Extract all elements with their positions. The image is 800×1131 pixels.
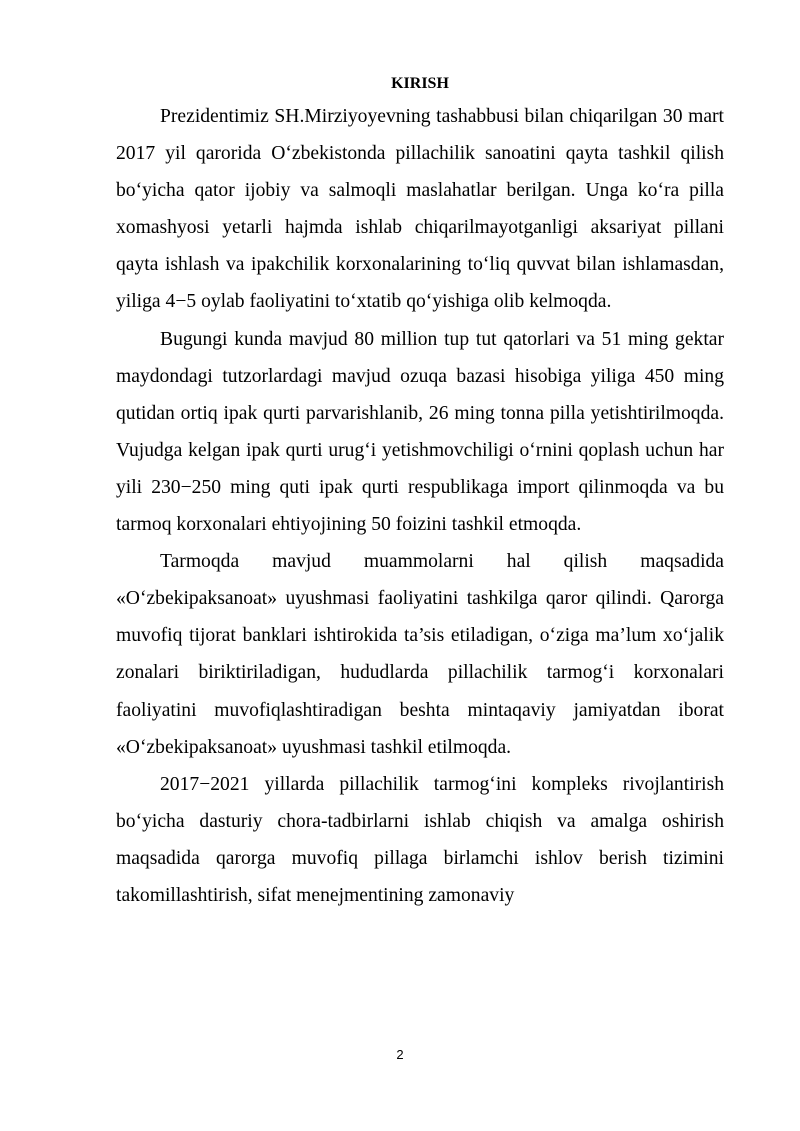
page-number: 2 (396, 1047, 404, 1062)
document-page (116, 74, 724, 914)
paragraph-4: 2017−2021 yillarda pillachilik tarmog‘ini kompleks rivojlantirish bo‘yicha dasturiy chora-tadbirlarni ishlab chiqish va amalga oshirish maqsadida qarorga muvofiq pillaga birlamchi ishlov berish tizimini takomillashtirish, sifat menejmentining zamonaviy (116, 773, 724, 906)
section-heading: KIRISH (391, 75, 449, 92)
paragraph-3: Tarmoqda mavjud muammolarni hal qilish maqsadida «O‘zbekipaksanoat» uyushmasi faoliyatini tashkilga qaror qilindi. Qarorga muvofiq tijorat banklari ishtirokida ta’sis etiladigan, o‘ziga ma’lum xo‘jalik zonalari biriktiriladigan, hududlarda pillachilik tarmog‘i korxonalari faoliyatini muvofiqlashtiradigan beshta mintaqaviy jamiyatdan iborat «O‘zbekipaksanoat» uyushmasi tashkil etilmoqda. (116, 551, 724, 758)
paragraph-1: Prezidentimiz SH.Mirziyoyevning tashabbusi bilan chiqarilgan 30 mart 2017 yil qarorida O‘zbekistonda pillachilik sanoatini qayta tashkil qilish bo‘yicha qator ijobiy va salmoqli maslahatlar berilgan. Unga ko‘ra pilla xomashyosi yetarli hajmda ishlab chiqarilmayotganligi aksariyat pillani qayta ishlash va ipakchilik korxonalarining to‘liq quvvat bilan ishlamasdan, yiliga 4−5 oylab faoliyatini to‘xtatib qo‘yishiga olib kelmoqda. (116, 106, 724, 313)
paragraph-2: Bugungi kunda mavjud 80 million tup tut qatorlari va 51 ming gektar maydondagi tutzorlardagi mavjud ozuqa bazasi hisobiga yiliga 450 ming qutidan ortiq ipak qurti parvarishlanib, 26 ming tonna pilla yetishtirilmoqda. Vujudga kelgan ipak qurti urug‘i yetishmovchiligi o‘rnini qoplash uchun har yili 230−250 ming quti ipak qurti respublikaga import qilinmoqda va bu tarmoq korxonalari ehtiyojining 50 foizini tashkil etmoqda. (116, 328, 724, 536)
